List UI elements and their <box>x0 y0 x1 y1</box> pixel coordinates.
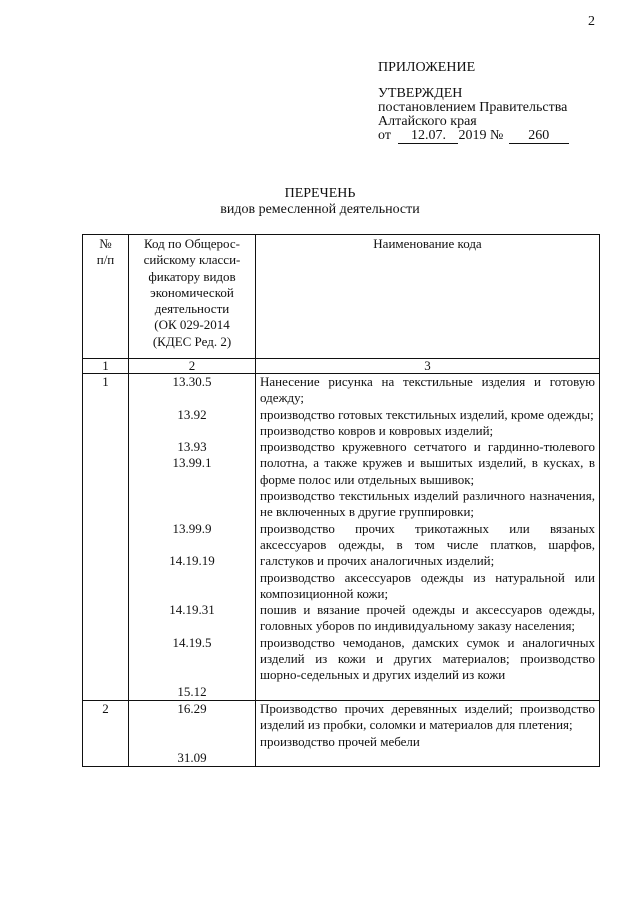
code-cell: 14.19.19 <box>169 553 215 569</box>
document-subtitle: видов ремесленной деятельности <box>220 202 420 217</box>
appendix-label: ПРИЛОЖЕНИЕ <box>378 60 476 75</box>
decree-line-1: постановлением Правительства <box>378 100 568 115</box>
name-cell: производство готовых текстильных изделий, кроме одежды; <box>260 406 594 422</box>
header-code-line: (ОК 029-2014 <box>154 317 230 333</box>
name-cell: Нанесение рисунка на текстильные изделия и готовую одежду; <box>260 374 595 406</box>
column-number-3: 3 <box>256 359 600 374</box>
header-code-line: (КДЕС Ред. 2) <box>152 333 232 349</box>
name-cell: производство аксессуаров одежды из натуральной или композиционной кожи; <box>260 569 595 601</box>
code-cell: 13.30.5 <box>172 374 212 389</box>
group-number: 1 <box>83 374 129 701</box>
document-title: ПЕРЕЧЕНЬ <box>284 186 356 201</box>
decree-number: 260 <box>509 128 569 144</box>
group-names <box>256 700 600 766</box>
group-number: 2 <box>83 700 129 766</box>
crafts-table <box>82 234 600 767</box>
name-cell: производство чемоданов, дамских сумок и аналогичных изделий из кожи и других материалов; производство шорно-седельных и других изделий из кожи <box>260 634 595 683</box>
code-cell: 13.99.9 <box>172 520 212 536</box>
header-code-line: фикатору видов <box>148 268 236 284</box>
header-cell-number <box>83 235 129 359</box>
code-cell: 13.93 <box>177 439 207 455</box>
code-cell: 16.29 <box>177 700 207 716</box>
date-value: 12.07. <box>398 128 458 144</box>
code-cell: 15.12 <box>177 683 207 699</box>
table-row-group-2 <box>83 700 600 766</box>
header-code-line: Код по Общерос- <box>144 236 240 251</box>
group-names <box>256 374 600 701</box>
code-cell: 31.09 <box>177 749 207 765</box>
header-code-line: экономической <box>150 284 234 300</box>
header-cell-code <box>129 235 256 359</box>
table-header-row <box>83 235 600 359</box>
name-cell: производство прочей мебели <box>260 733 420 749</box>
code-cell: 13.92 <box>177 406 207 422</box>
name-cell: производство текстильных изделий различного назначения, не включенных в другие группировки; <box>260 488 595 520</box>
column-number-1: 1 <box>83 359 129 374</box>
date-prefix: от <box>378 128 391 143</box>
number-sign: № <box>489 128 504 143</box>
page-number: 2 <box>588 14 595 29</box>
header-code-line: деятельности <box>154 301 230 317</box>
header-number-line: № <box>99 236 112 251</box>
date-year: 2019 <box>458 128 487 143</box>
code-cell: 14.19.31 <box>169 602 215 618</box>
name-cell: пошив и вязание прочей одежды и аксессуаров одежды, головных уборов по индивидуальному заказу населения; <box>260 602 595 634</box>
approved-label: УТВЕРЖДЕН <box>378 86 463 101</box>
column-number-2: 2 <box>129 359 256 374</box>
column-numbers-row <box>83 359 600 374</box>
code-cell: 13.99.1 <box>172 455 212 471</box>
header-number-line: п/п <box>96 252 115 268</box>
header-code-line: сийскому класси- <box>143 252 241 268</box>
header-cell-name: Наименование кода <box>256 235 600 359</box>
decree-line-2: Алтайского края <box>378 114 477 129</box>
decree-date-line <box>378 128 569 144</box>
name-cell: Производство прочих деревянных изделий; производство изделий из пробки, соломки и материалов для плетения; <box>260 700 595 733</box>
code-cell: 14.19.5 <box>172 634 212 650</box>
name-cell: производство прочих трикотажных или вязаных аксессуаров одежды, в том числе платков, шарфов, галстуков и прочих аналогичных изделий; <box>260 520 595 569</box>
group-codes <box>129 374 256 701</box>
name-cell: производство кружевного сетчатого и гардинно-тюлевого полотна, а также кружев и вышитых изделий, в кусках, в форме полос или отдельных вышивок; <box>260 439 595 487</box>
table-row-group-1 <box>83 374 600 701</box>
name-cell: производство ковров и ковровых изделий; <box>260 422 494 438</box>
group-codes <box>129 700 256 766</box>
